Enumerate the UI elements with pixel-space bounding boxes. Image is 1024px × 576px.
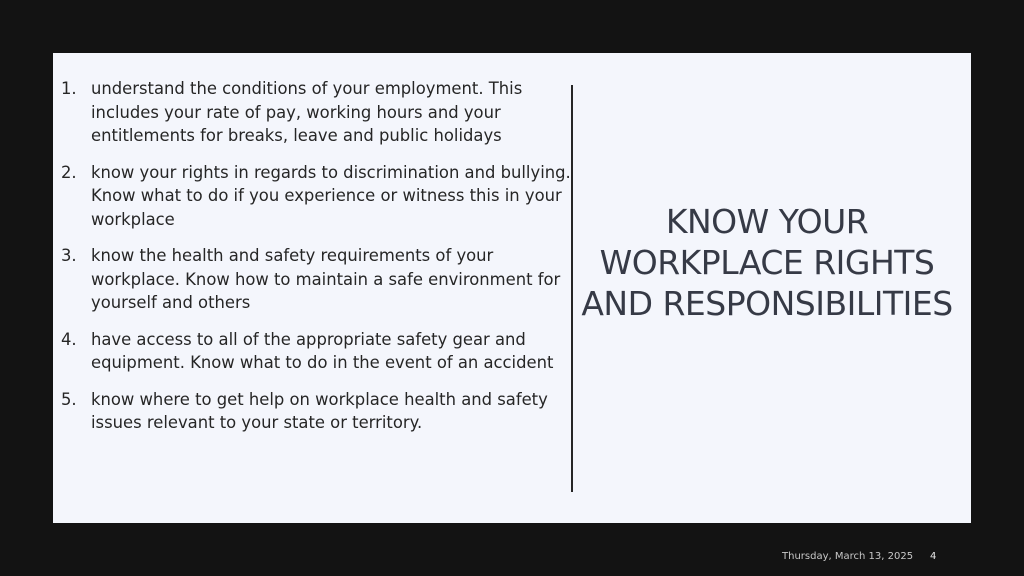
slide-content-area [53, 53, 971, 523]
list-item-number: 3. [61, 246, 77, 265]
slide-title: KNOW YOUR WORKPLACE RIGHTS AND RESPONSIBILITIES [581, 202, 953, 323]
list-item-text: know where to get help on workplace health and safety issues relevant to your state or territory. [91, 389, 548, 432]
list-item-number: 1. [61, 79, 77, 98]
footer-date: Thursday, March 13, 2025 [782, 551, 914, 562]
numbered-list [61, 77, 571, 448]
list-item-text: know your rights in regards to discrimination and bullying. Know what to do if you experience or witness this in your workplace [91, 162, 571, 229]
list-item [61, 328, 571, 375]
list-item [61, 388, 571, 435]
vertical-divider [571, 85, 573, 492]
slide-number: 4 [930, 551, 937, 562]
list-item-text: know the health and safety requirements of your workplace. Know how to maintain a safe environment for yourself and others [91, 246, 561, 312]
list-item-number: 5. [61, 389, 77, 409]
list-item-text: understand the conditions of your employment. This includes your rate of pay, working hours and your entitlements for breaks, leave and public holidays [91, 79, 523, 145]
list-item [61, 161, 571, 232]
list-item-number: 4. [61, 329, 77, 349]
list-item [61, 77, 571, 148]
list-item-text: have access to all of the appropriate safety gear and equipment. Know what to do in the event of an accident [91, 329, 554, 372]
list-item-number: 2. [61, 162, 77, 182]
list-item [61, 244, 571, 315]
